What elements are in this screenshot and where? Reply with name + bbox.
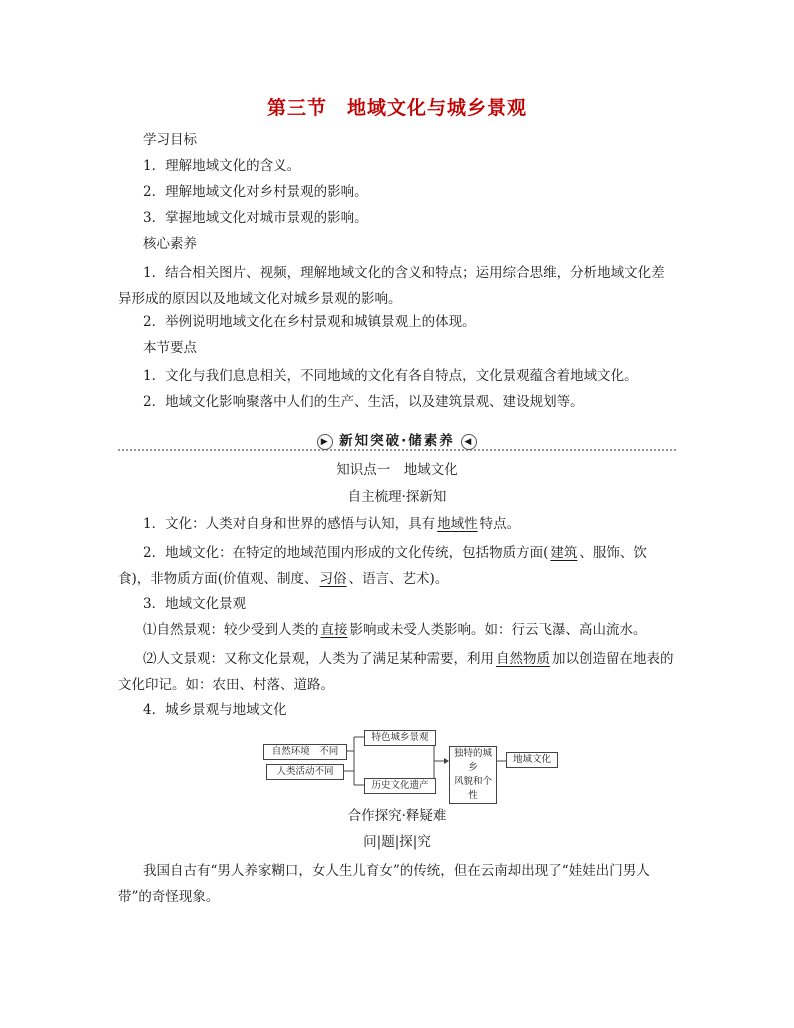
diagram-box-character: 独特的城乡 风貌和个性 — [449, 746, 497, 804]
arrow-right-icon: ▶ — [317, 434, 333, 450]
keypoint-item-2: 2．地域文化影响聚落中人们的生产、生活，以及建筑景观、建设规划等。 — [143, 394, 584, 410]
objective-item-2: 2．理解地域文化对乡村景观的影响。 — [143, 184, 368, 200]
diagram-box-features: 特色城乡景观 — [364, 730, 436, 746]
arrow-left-icon: ◀ — [461, 434, 477, 450]
concept-diagram — [258, 727, 558, 799]
blank-answer: 直接 — [320, 622, 348, 638]
paragraph-regional-culture: 2．地域文化：在特定的地域范围内形成的文化传统，包括物质方面( 建筑 、服饰、饮食)，非物质方面(价值观、制度、 习俗 、语言、艺术)。 — [118, 545, 647, 587]
core-item-1: 1．结合相关图片、视频，理解地域文化的含义和特点；运用综合思维，分析地域文化差异形成的原因以及地域文化对城乡景观的影响。 — [118, 265, 665, 307]
paragraph-cultural-landscape: ⑵人文景观：又称文化景观，人类为了满足某种需要，利用 自然物质 加以创造留在地表的文化印记。如：农田、村落、道路。 — [118, 651, 674, 693]
blank-answer: 地域性 — [437, 516, 478, 532]
objective-item-1: 1．理解地域文化的含义。 — [143, 158, 301, 174]
blank-answer: 建筑 — [550, 545, 578, 561]
page-title: 第三节 地域文化与城乡景观 — [266, 97, 527, 119]
blank-answer: 自然物质 — [496, 651, 550, 667]
section1-subtitle: 自主梳理·探新知 — [347, 489, 447, 505]
diagram-box-human: 人类活动不同 — [266, 764, 344, 780]
diagram-box-regional-culture: 地域文化 — [506, 752, 558, 768]
paragraph-urban-rural: 4．城乡景观与地域文化 — [143, 702, 287, 718]
banner-label: 新知突破·储素养 — [339, 433, 455, 449]
diagram-box-heritage: 历史文化遗产 — [364, 778, 436, 794]
objectives-heading: 学习目标 — [143, 132, 197, 148]
diagram-box-nature: 自然环境 不同 — [263, 744, 347, 760]
paragraph-culture: 1．文化：人类对自身和世界的感悟与认知，具有 地域性 特点。 — [143, 516, 521, 532]
section2-title: 合作探究·释疑难 — [347, 808, 447, 824]
core-heading: 核心素养 — [143, 236, 197, 252]
keypoint-item-1: 1．文化与我们息息相关，不同地域的文化有各自特点，文化景观蕴含着地域文化。 — [143, 368, 638, 384]
blank-answer: 习俗 — [319, 571, 347, 587]
section1-title: 知识点一 地域文化 — [336, 462, 458, 478]
paragraph-landscape-heading: 3．地域文化景观 — [143, 596, 247, 612]
objective-item-3: 3．掌握地域文化对城市景观的影响。 — [143, 210, 368, 226]
paragraph-yunnan: 我国自古有“男人养家糊口，女人生儿育女”的传统，但在云南却出现了“娃娃出门男人带”的奇怪现象。 — [118, 863, 650, 905]
core-item-2: 2．举例说明地域文化在乡村景观和城镇景观上的体现。 — [143, 314, 476, 330]
section2-subtitle: 问|题|探|究 — [363, 834, 431, 850]
section-banner — [0, 427, 794, 453]
paragraph-natural-landscape: ⑴自然景观：较少受到人类的 直接 影响或未受人类影响。如：行云飞瀑、高山流水。 — [143, 622, 647, 638]
keypoints-heading: 本节要点 — [143, 340, 197, 356]
